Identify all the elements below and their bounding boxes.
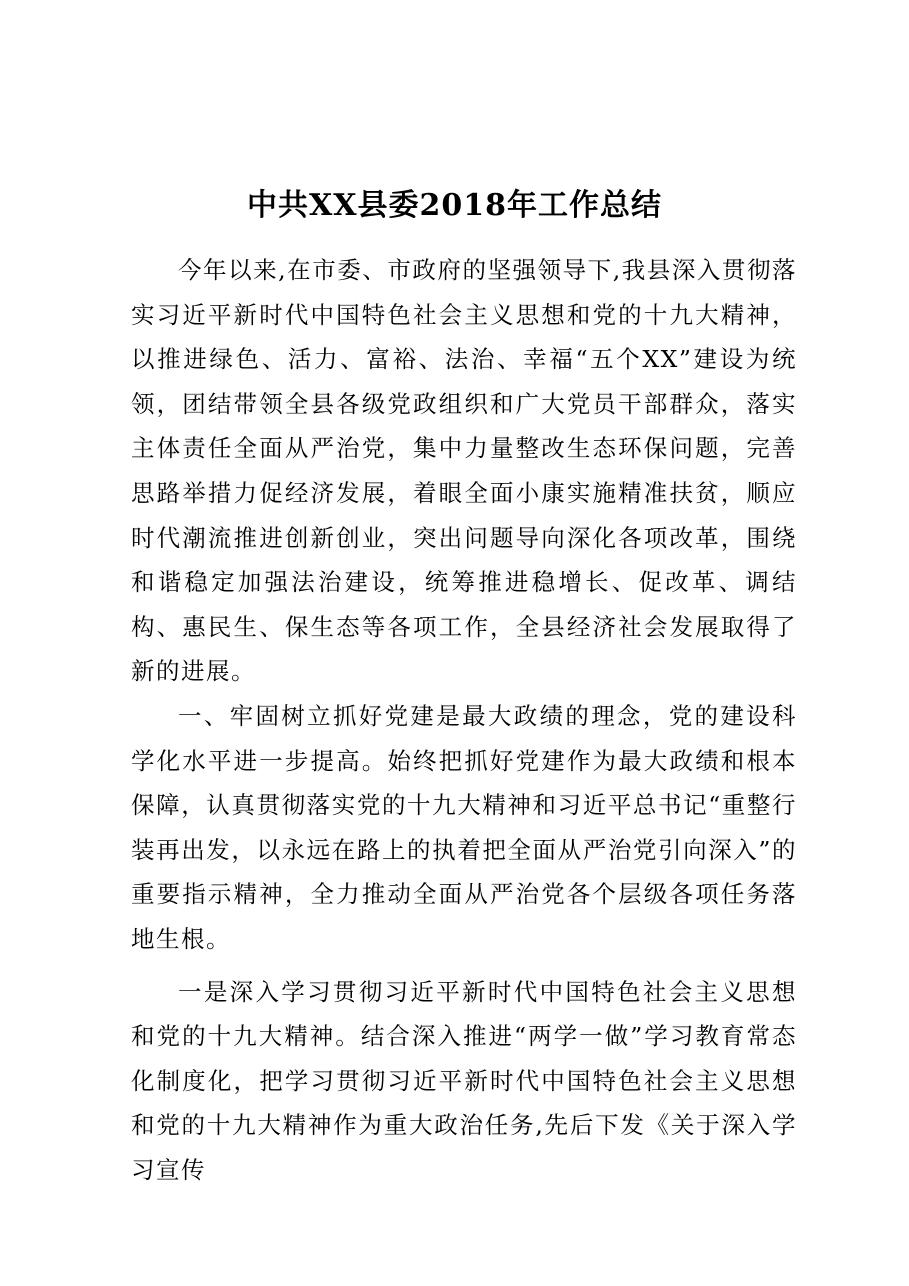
document-title: 中共XX县委2018年工作总结 bbox=[246, 188, 663, 224]
document-body bbox=[131, 248, 797, 1192]
paragraph-intro: 今年以来,在市委、市政府的坚强领导下,我县深入贯彻落实习近平新时代中国特色社会主义思想和党的十九大精神，以推进绿色、活力、富裕、法治、幸福“五个XX”建设为统领，团结带领全县各级党政组织和广大党员干部群众，落实主体责任全面从严治党，集中力量整改生态环保问题，完善思路举措力促经济发展，着眼全面小康实施精准扶贫，顺应时代潮流推进创新创业，突出问题导向深化各项改革，围绕和谐稳定加强法治建设，统筹推进稳增长、促改革、调结构、惠民生、保生态等各项工作，全县经济社会发展取得了新的进展。 bbox=[131, 256, 797, 686]
paragraph-point-one: 一是深入学习贯彻习近平新时代中国特色社会主义思想和党的十九大精神。结合深入推进“两学一做”学习教育常态化制度化，把学习贯彻习近平新时代中国特色社会主义思想和党的十九大精神作为重大政治任务,先后下发《关于深入学习宣传 bbox=[131, 977, 797, 1184]
paragraph-section-one: 一、牢固树立抓好党建是最大政绩的理念，党的建设科学化水平进一步提高。始终把抓好党建作为最大政绩和根本保障，认真贯彻落实党的十九大精神和习近平总书记“重整行装再出发，以永远在路上的执着把全面从严治党引向深入”的重要指示精神，全力推动全面从严治党各个层级各项任务落地生根。 bbox=[131, 701, 797, 953]
